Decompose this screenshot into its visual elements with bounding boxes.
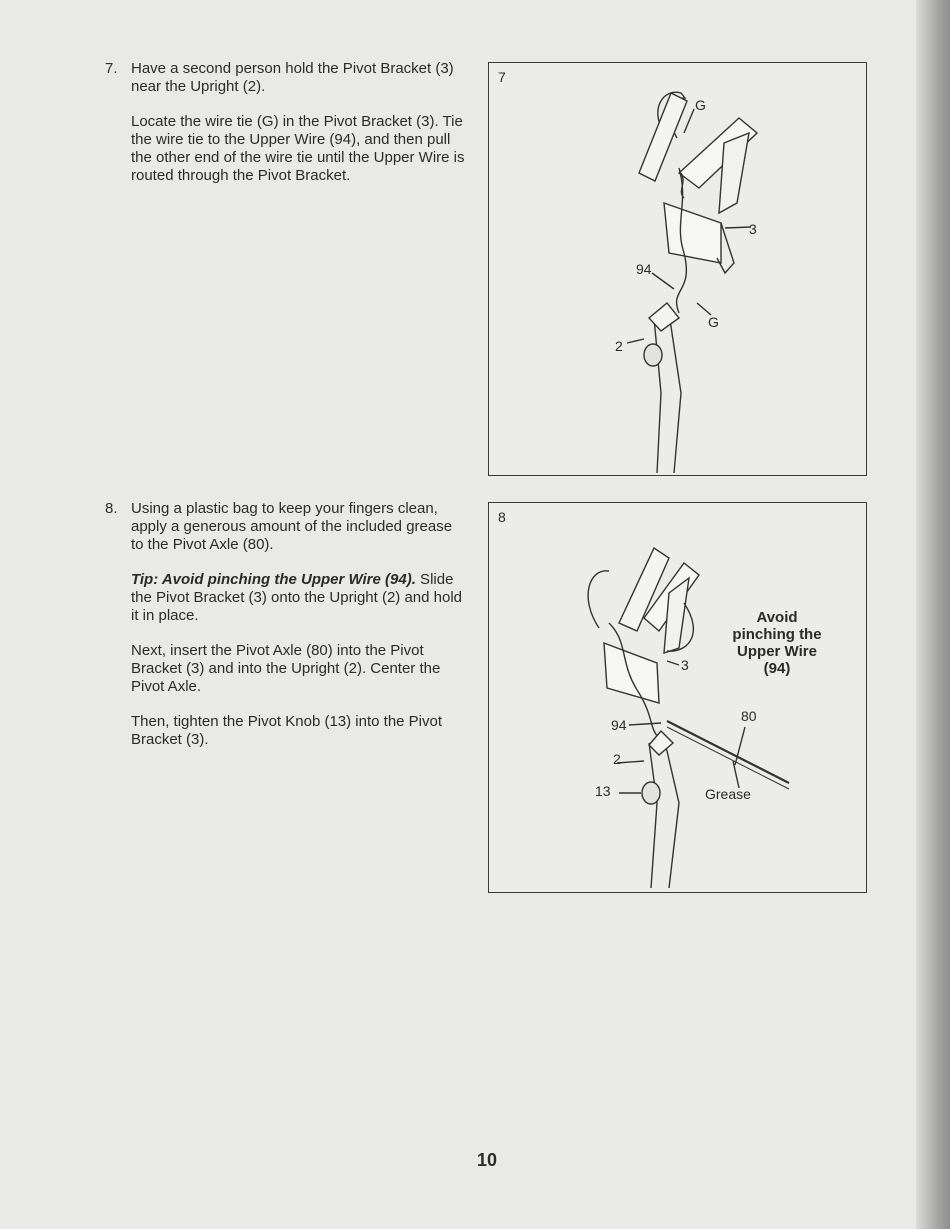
page-number: 10 xyxy=(476,1150,498,1170)
label-2: 2 xyxy=(613,751,621,767)
step-7 xyxy=(105,60,465,202)
handlebar-left xyxy=(639,93,687,181)
pivot-bracket-body xyxy=(664,203,721,263)
pivot-axle xyxy=(667,721,789,783)
pivot-bracket-body xyxy=(604,643,659,703)
upright-right xyxy=(664,738,679,888)
upright-top xyxy=(649,731,673,755)
tip-text: Slide the Pivot Bracket (3) onto the Upright (2) and hold it in place. xyxy=(131,571,463,624)
label-94: 94 xyxy=(636,261,652,277)
step-paragraph: Then, tighten the Pivot Knob (13) into the Pivot Bracket (3). xyxy=(131,713,443,748)
step-number: 7. xyxy=(105,60,118,77)
figure-number: 7 xyxy=(498,69,506,85)
step-paragraph: Have a second person hold the Pivot Bracket (3) near the Upright (2). xyxy=(131,60,454,95)
label-3: 3 xyxy=(749,221,757,237)
step-paragraph: Locate the wire tie (G) in the Pivot Bracket (3). Tie the wire tie to the Upper Wire (94), and then pull the other end of the wire tie until the Upper Wire is routed through the Pivot Bracket. xyxy=(131,113,465,184)
step-number: 8. xyxy=(105,500,118,517)
figure-7 xyxy=(488,62,867,476)
figure-number: 8 xyxy=(498,509,506,525)
bracket-side xyxy=(719,133,749,213)
step-paragraph: Next, insert the Pivot Axle (80) into the Pivot Bracket (3) and into the Upright (2). Center the Pivot Axle. xyxy=(131,642,441,695)
label-80: 80 xyxy=(741,708,757,724)
page-edge-shadow xyxy=(916,0,950,1229)
upright-top xyxy=(649,303,679,331)
step-paragraph: Using a plastic bag to keep your fingers clean, apply a generous amount of the included grease to the Pivot Axle (80). xyxy=(131,500,453,553)
tip-lead: Tip: Avoid pinching the Upper Wire (94). xyxy=(131,571,416,588)
label-2: 2 xyxy=(615,338,623,354)
figure-8-illustration xyxy=(489,503,866,892)
figure-8 xyxy=(488,502,867,893)
upright-left xyxy=(654,318,661,473)
handlebar-line xyxy=(588,571,609,628)
label-3: 3 xyxy=(681,657,689,673)
pivot-knob xyxy=(642,782,660,804)
figure-7-illustration xyxy=(489,63,866,475)
upright-left xyxy=(649,743,657,888)
tip-paragraph xyxy=(131,571,465,625)
upright-right xyxy=(669,313,681,473)
avoid-pinching-note: Avoid pinching the Upper Wire (94) xyxy=(732,609,822,677)
step-8 xyxy=(105,500,465,766)
label-grease: Grease xyxy=(705,786,751,802)
step-body xyxy=(131,500,465,749)
step-body xyxy=(131,60,465,185)
label-94: 94 xyxy=(611,717,627,733)
label-G-top: G xyxy=(695,97,706,113)
label-13: 13 xyxy=(595,783,611,799)
pivot-knob xyxy=(644,344,662,366)
label-G-bottom: G xyxy=(708,314,719,330)
